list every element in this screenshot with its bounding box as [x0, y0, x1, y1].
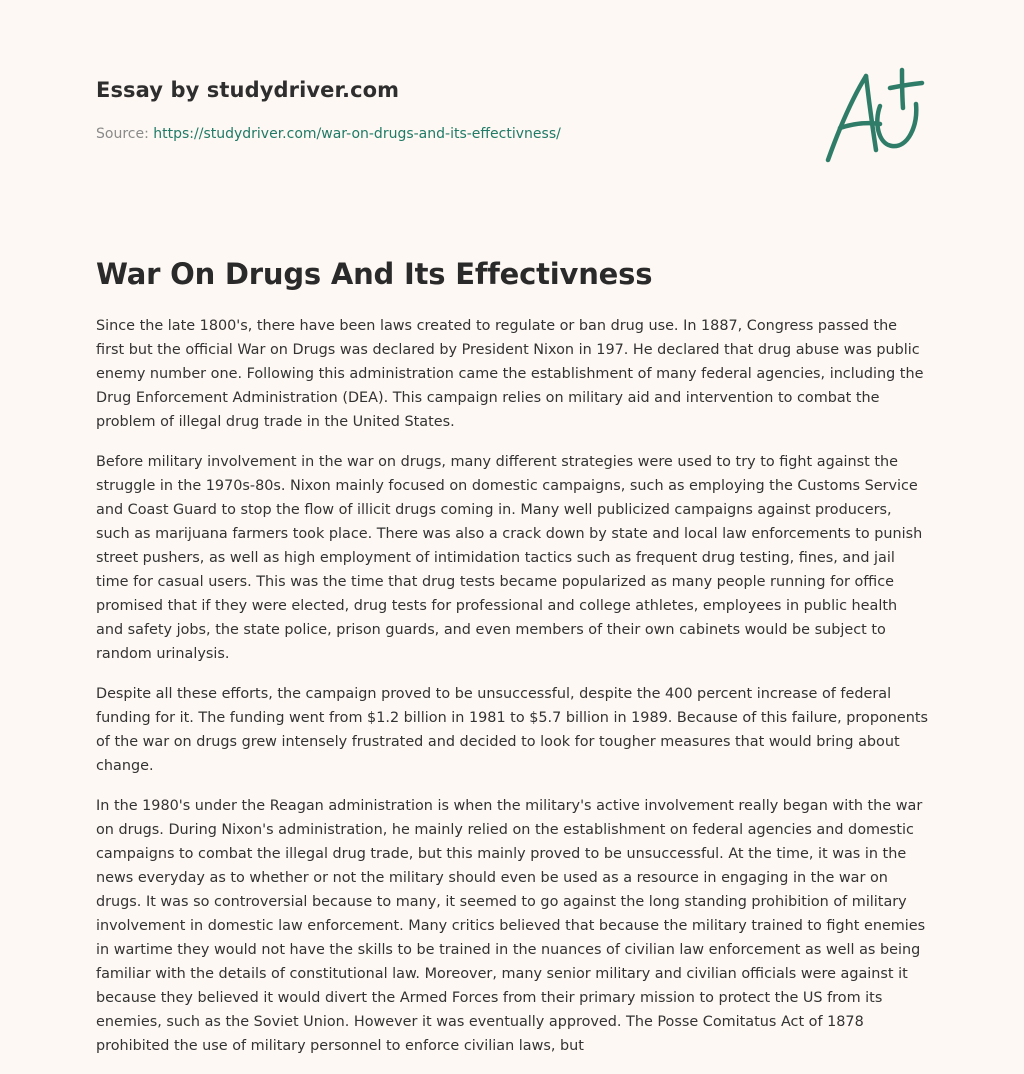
essay-paragraph: In the 1980's under the Reagan administration is when the military's active involvement really began with the war on drugs. During Nixon's administration, he mainly relied on the establishment on federal agencies and domestic campaigns to combat the illegal drug trade, but this mainly proved to be unsuccessful. At the time, it was in the news everyday as to whether or not the military should even be used as a resource in engaging in the war on drugs. It was so controversial because to many, it seemed to go against the long standing prohibition of military involvement in domestic law enforcement. Many critics believed that because the military trained to fight enemies in wartime they would not have the skills to be trained in the nuances of civilian law enforcement as well as being familiar with the details of constitutional law. Moreover, many senior military and civilian officials were against it because they believed it would divert the Armed Forces from their primary mission to protect the US from its enemies, such as the Soviet Union. However it was eventually approved. The Posse Comitatus Act of 1878 prohibited the use of military personnel to enforce civilian laws, but	[96, 798, 926, 1054]
source-label: Source:	[96, 126, 149, 142]
essay-body	[96, 314, 928, 1074]
essay-title: War On Drugs And Its Effectivness	[96, 257, 653, 291]
a-plus-grade-icon	[822, 66, 930, 166]
essay-paragraph: Before military involvement in the war on drugs, many different strategies were used to try to fight against the struggle in the 1970s-80s. Nixon mainly focused on domestic campaigns, such as employing the Customs Service and Coast Guard to stop the flow of illicit drugs coming in. Many well publicized campaigns against producers, such as marijuana farmers took place. There was also a crack down by state and local law enforcements to punish street pushers, as well as high employment of intimidation tactics such as frequent drug testing, fines, and jail time for casual users. This was the time that drug tests became popularized as many people running for office promised that if they were elected, drug tests for professional and college athletes, employees in public health and safety jobs, the state police, prison guards, and even members of their own cabinets would be subject to random urinalysis.	[96, 454, 923, 662]
site-title: Essay by studydriver.com	[96, 78, 400, 102]
source-line	[96, 124, 796, 144]
essay-paragraph: Despite all these efforts, the campaign proved to be unsuccessful, despite the 400 percent increase of federal funding for it. The funding went from $1.2 billion in 1981 to $5.7 billion in 1989. Because of this failure, proponents of the war on drugs grew intensely frustrated and decided to look for tougher measures that would bring about change.	[96, 686, 929, 774]
essay-paragraph: Since the late 1800's, there have been laws created to regulate or ban drug use. In 1887, Congress passed the first but the official War on Drugs was declared by President Nixon in 197. He declared that drug abuse was public enemy number one. Following this administration came the establishment of many federal agencies, including the Drug Enforcement Administration (DEA). This campaign relies on military aid and intervention to combat the problem of illegal drug trade in the United States.	[96, 318, 924, 430]
source-link[interactable]: https://studydriver.com/war-on-drugs-and-its-effectivness/	[153, 126, 561, 142]
essay-header	[96, 76, 796, 144]
